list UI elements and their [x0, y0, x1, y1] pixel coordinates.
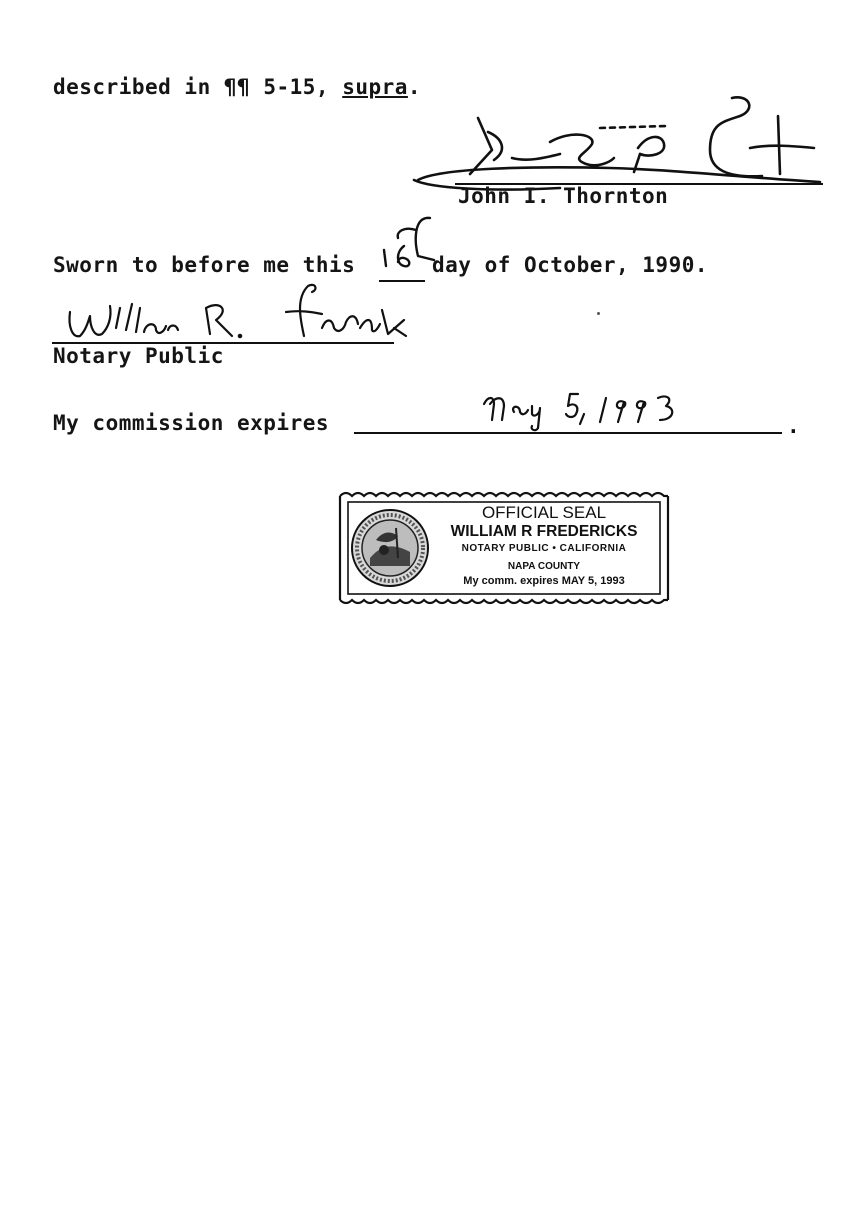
notary-title: Notary Public: [53, 344, 224, 368]
intro-line: [53, 75, 421, 99]
commission-blank-line: [354, 432, 782, 434]
state-seal-emblem: [352, 510, 428, 586]
seal-line-1: OFFICIAL SEAL: [481, 503, 607, 522]
intro-prefix: described in: [53, 75, 224, 99]
handwritten-commission-date: [474, 384, 694, 434]
jurat-suffix: day of October, 1990.: [432, 253, 709, 277]
seal-line-2: WILLIAM R FREDERICKS: [450, 523, 638, 540]
scan-speck: [597, 312, 600, 315]
official-notary-seal: [336, 488, 676, 608]
thornton-signature: [410, 88, 830, 198]
paragraph-mark: ¶¶: [223, 75, 251, 99]
commission-end: .: [787, 414, 800, 438]
affiant-name: John I. Thornton: [458, 184, 669, 208]
commission-label: My commission expires: [53, 411, 330, 435]
intro-end: .: [407, 75, 422, 99]
jurat-prefix: Sworn to before me this: [53, 253, 356, 277]
intro-range: 5-15,: [250, 75, 343, 99]
seal-line-3: NOTARY PUBLIC • CALIFORNIA: [461, 543, 627, 554]
supra-word: supra: [342, 75, 408, 99]
seal-line-4: NAPA COUNTY: [507, 561, 581, 572]
notary-signature: [60, 278, 410, 348]
seal-line-5: My comm. expires MAY 5, 1993: [463, 575, 625, 587]
